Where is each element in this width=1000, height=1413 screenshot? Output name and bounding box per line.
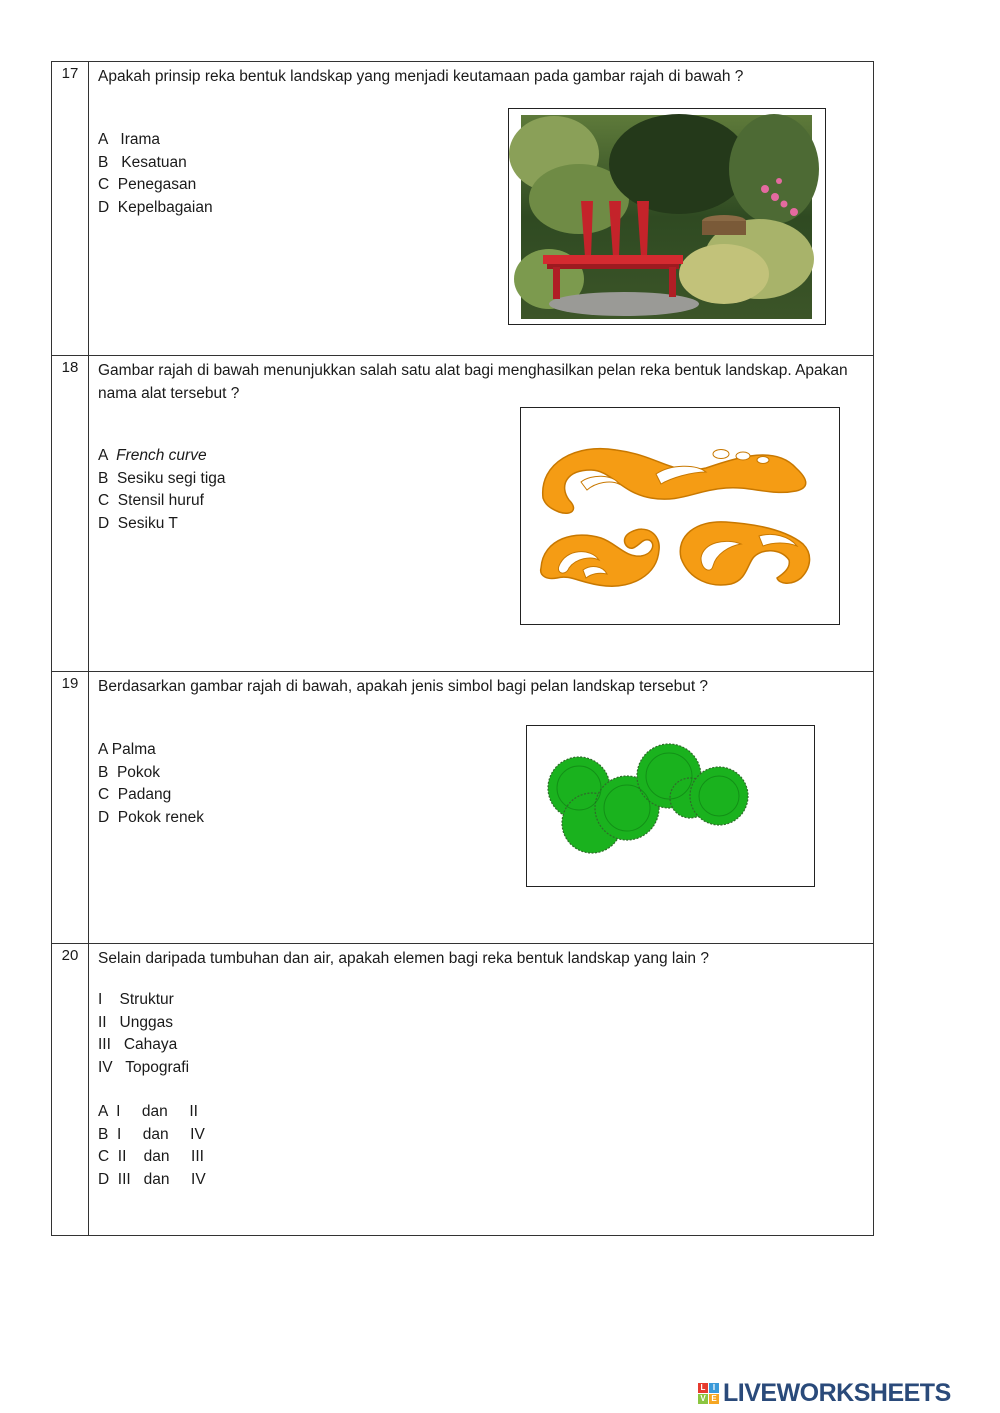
- logo-letter-e: E: [709, 1394, 719, 1404]
- question-table: [51, 61, 874, 1236]
- option-d[interactable]: D Sesiku T: [98, 514, 178, 532]
- option-a[interactable]: A Palma: [98, 741, 156, 758]
- option-b[interactable]: B Pokok: [98, 763, 161, 781]
- option-c[interactable]: C Penegasan: [98, 176, 197, 193]
- statement-ii: II Unggas: [98, 1013, 173, 1031]
- answer-options: [98, 445, 226, 535]
- statement-iv: IV Topografi: [98, 1058, 190, 1076]
- statement-iii: III Cahaya: [98, 1036, 178, 1053]
- question-row-17: [52, 62, 874, 356]
- question-body: [89, 672, 874, 944]
- option-text: French curve: [116, 447, 207, 464]
- question-text: Berdasarkan gambar rajah di bawah, apakah jenis simbol bagi pelan landskap tersebut ?: [98, 678, 709, 695]
- option-a[interactable]: A Irama: [98, 131, 161, 148]
- question-body: [89, 944, 874, 1236]
- logo-icon: [698, 1383, 719, 1404]
- logo-letter-v: V: [698, 1394, 708, 1404]
- question-number: 20: [52, 944, 89, 1236]
- option-b[interactable]: B I dan IV: [98, 1125, 205, 1143]
- option-c[interactable]: C Stensil huruf: [98, 492, 204, 509]
- question-text: Apakah prinsip reka bentuk landskap yang menjadi keutamaan pada gambar rajah di bawah ?: [98, 68, 744, 85]
- option-letter: A: [98, 447, 117, 464]
- question-text: Selain daripada tumbuhan dan air, apakah elemen bagi reka bentuk landskap yang lain ?: [98, 950, 709, 967]
- question-text: Gambar rajah di bawah menunjukkan salah satu alat bagi menghasilkan pelan reka bentuk landskap. Apakan nama alat tersebut ?: [98, 362, 848, 402]
- logo-letter-i: I: [709, 1383, 719, 1393]
- question-number: 18: [52, 356, 89, 672]
- option-c[interactable]: C Padang: [98, 786, 172, 803]
- question-number: 19: [52, 672, 89, 944]
- option-d[interactable]: D Pokok renek: [98, 808, 204, 826]
- question-body: [89, 62, 874, 356]
- brand-name: LIVEWORKSHEETS: [723, 1378, 951, 1407]
- option-d[interactable]: D III dan IV: [98, 1170, 206, 1188]
- question-row-20: [52, 944, 874, 1236]
- statement-i: I Struktur: [98, 991, 174, 1008]
- question-row-18: [52, 356, 874, 672]
- answer-options: [98, 1101, 206, 1191]
- garden-bench-photo: [508, 108, 826, 325]
- liveworksheets-logo: [698, 1378, 951, 1408]
- shrub-plan-symbol: [526, 725, 815, 887]
- answer-options: [98, 739, 204, 829]
- option-c[interactable]: C II dan III: [98, 1148, 204, 1165]
- option-b[interactable]: B Sesiku segi tiga: [98, 469, 226, 487]
- question-body: [89, 356, 874, 672]
- question-row-19: [52, 672, 874, 944]
- option-a[interactable]: A I dan II: [98, 1103, 198, 1120]
- logo-letter-l: L: [698, 1383, 708, 1393]
- option-d[interactable]: D Kepelbagaian: [98, 198, 213, 216]
- statement-list: [98, 989, 189, 1079]
- option-b[interactable]: B Kesatuan: [98, 153, 187, 171]
- french-curve-tool: [520, 407, 840, 625]
- option-a[interactable]: [98, 445, 226, 468]
- question-number: 17: [52, 62, 89, 356]
- answer-options: [98, 129, 213, 219]
